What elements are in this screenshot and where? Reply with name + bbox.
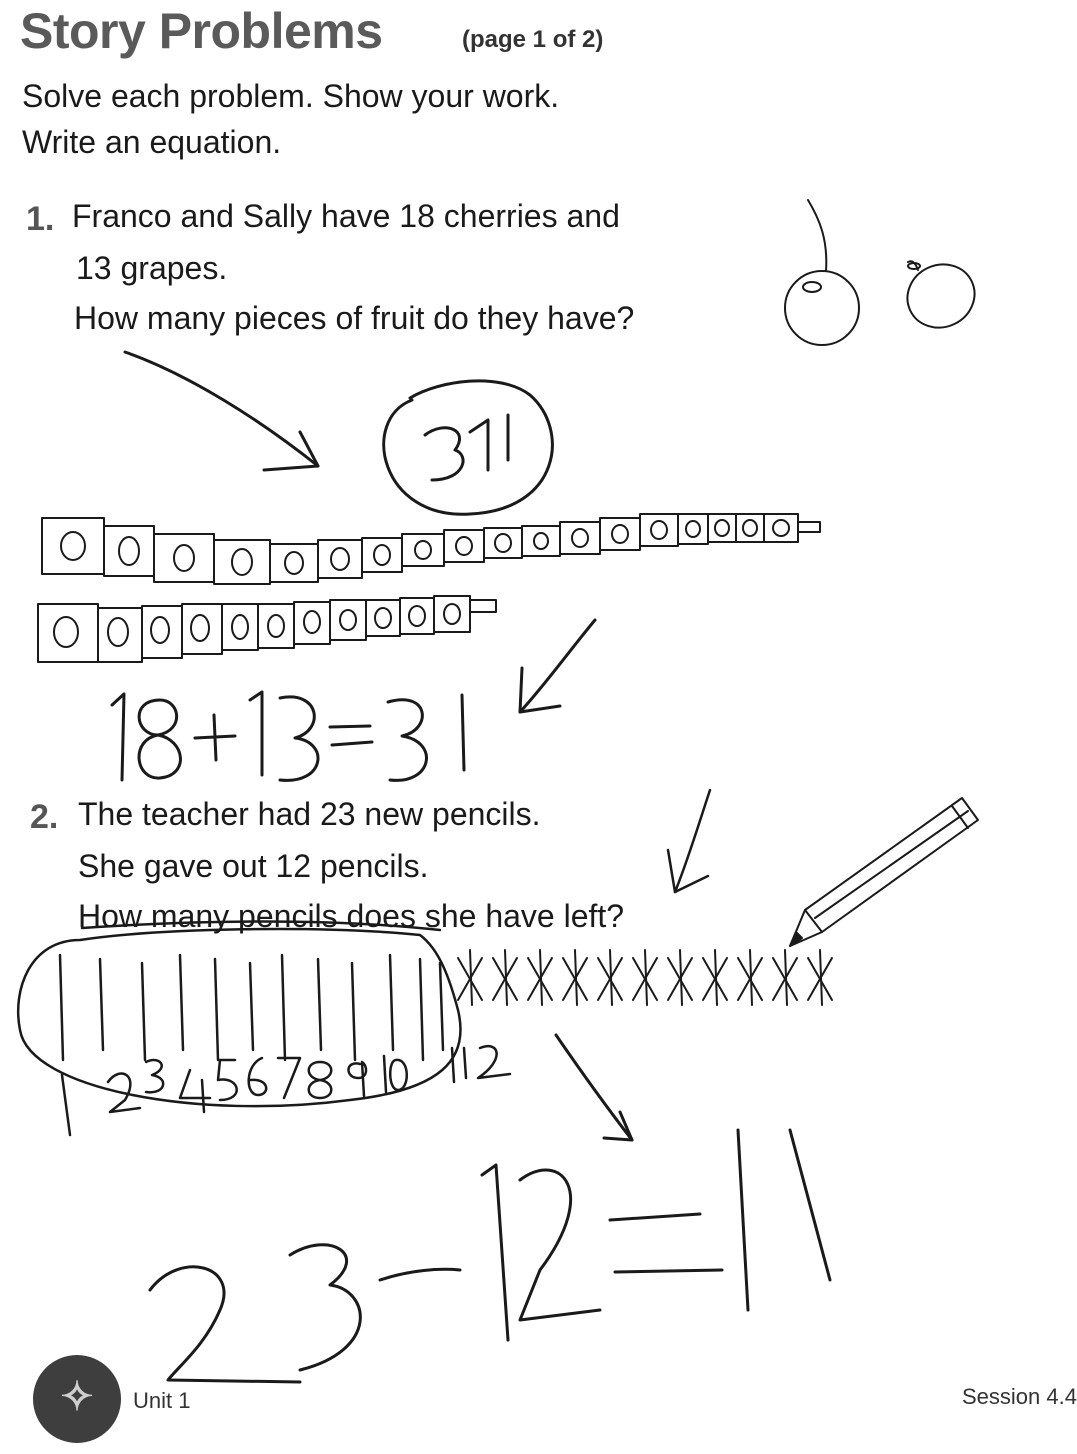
problem-2-line-2: She gave out 12 pencils. (78, 848, 429, 884)
instruction-line-2: Write an equation. (22, 124, 282, 160)
problem-1-line-2: 13 grapes. (76, 250, 228, 286)
problem-2-number: 2. (30, 798, 59, 836)
crossed-tally-mark (528, 950, 552, 1005)
tally-mark (60, 955, 63, 1060)
crossed-tally-marks (458, 950, 832, 1005)
problem-2-line-1: The teacher had 23 new pencils. (78, 796, 541, 832)
crossed-tally-mark (458, 950, 482, 1005)
pencil-icon (790, 798, 978, 946)
page-indicator: (page 1 of 2) (462, 26, 604, 53)
publisher-logo-icon: ✧ (33, 1355, 121, 1443)
tally-mark (440, 963, 443, 1050)
crossed-tally-mark (598, 950, 622, 1005)
cube-train-13 (38, 596, 496, 662)
crossed-tally-mark (633, 950, 657, 1005)
tally-marks (60, 955, 443, 1060)
worksheet-title: Story Problems (20, 3, 383, 59)
cube-train-18 (42, 514, 820, 584)
tally-mark (100, 959, 103, 1050)
tally-mark (180, 955, 183, 1050)
tally-mark (420, 959, 423, 1060)
problem-2-line-3: How many pencils does she have left? (78, 898, 625, 934)
problem-1-number: 1. (26, 200, 55, 238)
crossed-tally-mark (738, 950, 762, 1005)
tally-mark (282, 955, 285, 1060)
crossed-tally-mark (563, 950, 587, 1005)
problem-1-line-3: How many pieces of fruit do they have? (74, 300, 635, 336)
tally-mark (352, 963, 355, 1060)
crossed-tally-mark (808, 950, 832, 1005)
tally-mark (318, 959, 321, 1050)
instruction-line-1: Solve each problem. Show your work. (22, 78, 560, 114)
crossed-tally-mark (703, 950, 727, 1005)
crossed-tally-mark (668, 950, 692, 1005)
problem-1-line-1: Franco and Sally have 18 cherries and (72, 198, 620, 234)
crossed-tally-mark (773, 950, 797, 1005)
tally-mark (142, 963, 145, 1060)
footer-session: Session 4.4 (962, 1384, 1077, 1409)
tally-mark (215, 959, 218, 1060)
tally-mark (390, 955, 393, 1050)
footer-unit: Unit 1 (133, 1388, 191, 1413)
cherry-icon (785, 200, 859, 345)
crossed-tally-mark (493, 950, 517, 1005)
grape-icon (897, 254, 985, 339)
tally-mark (250, 963, 253, 1050)
